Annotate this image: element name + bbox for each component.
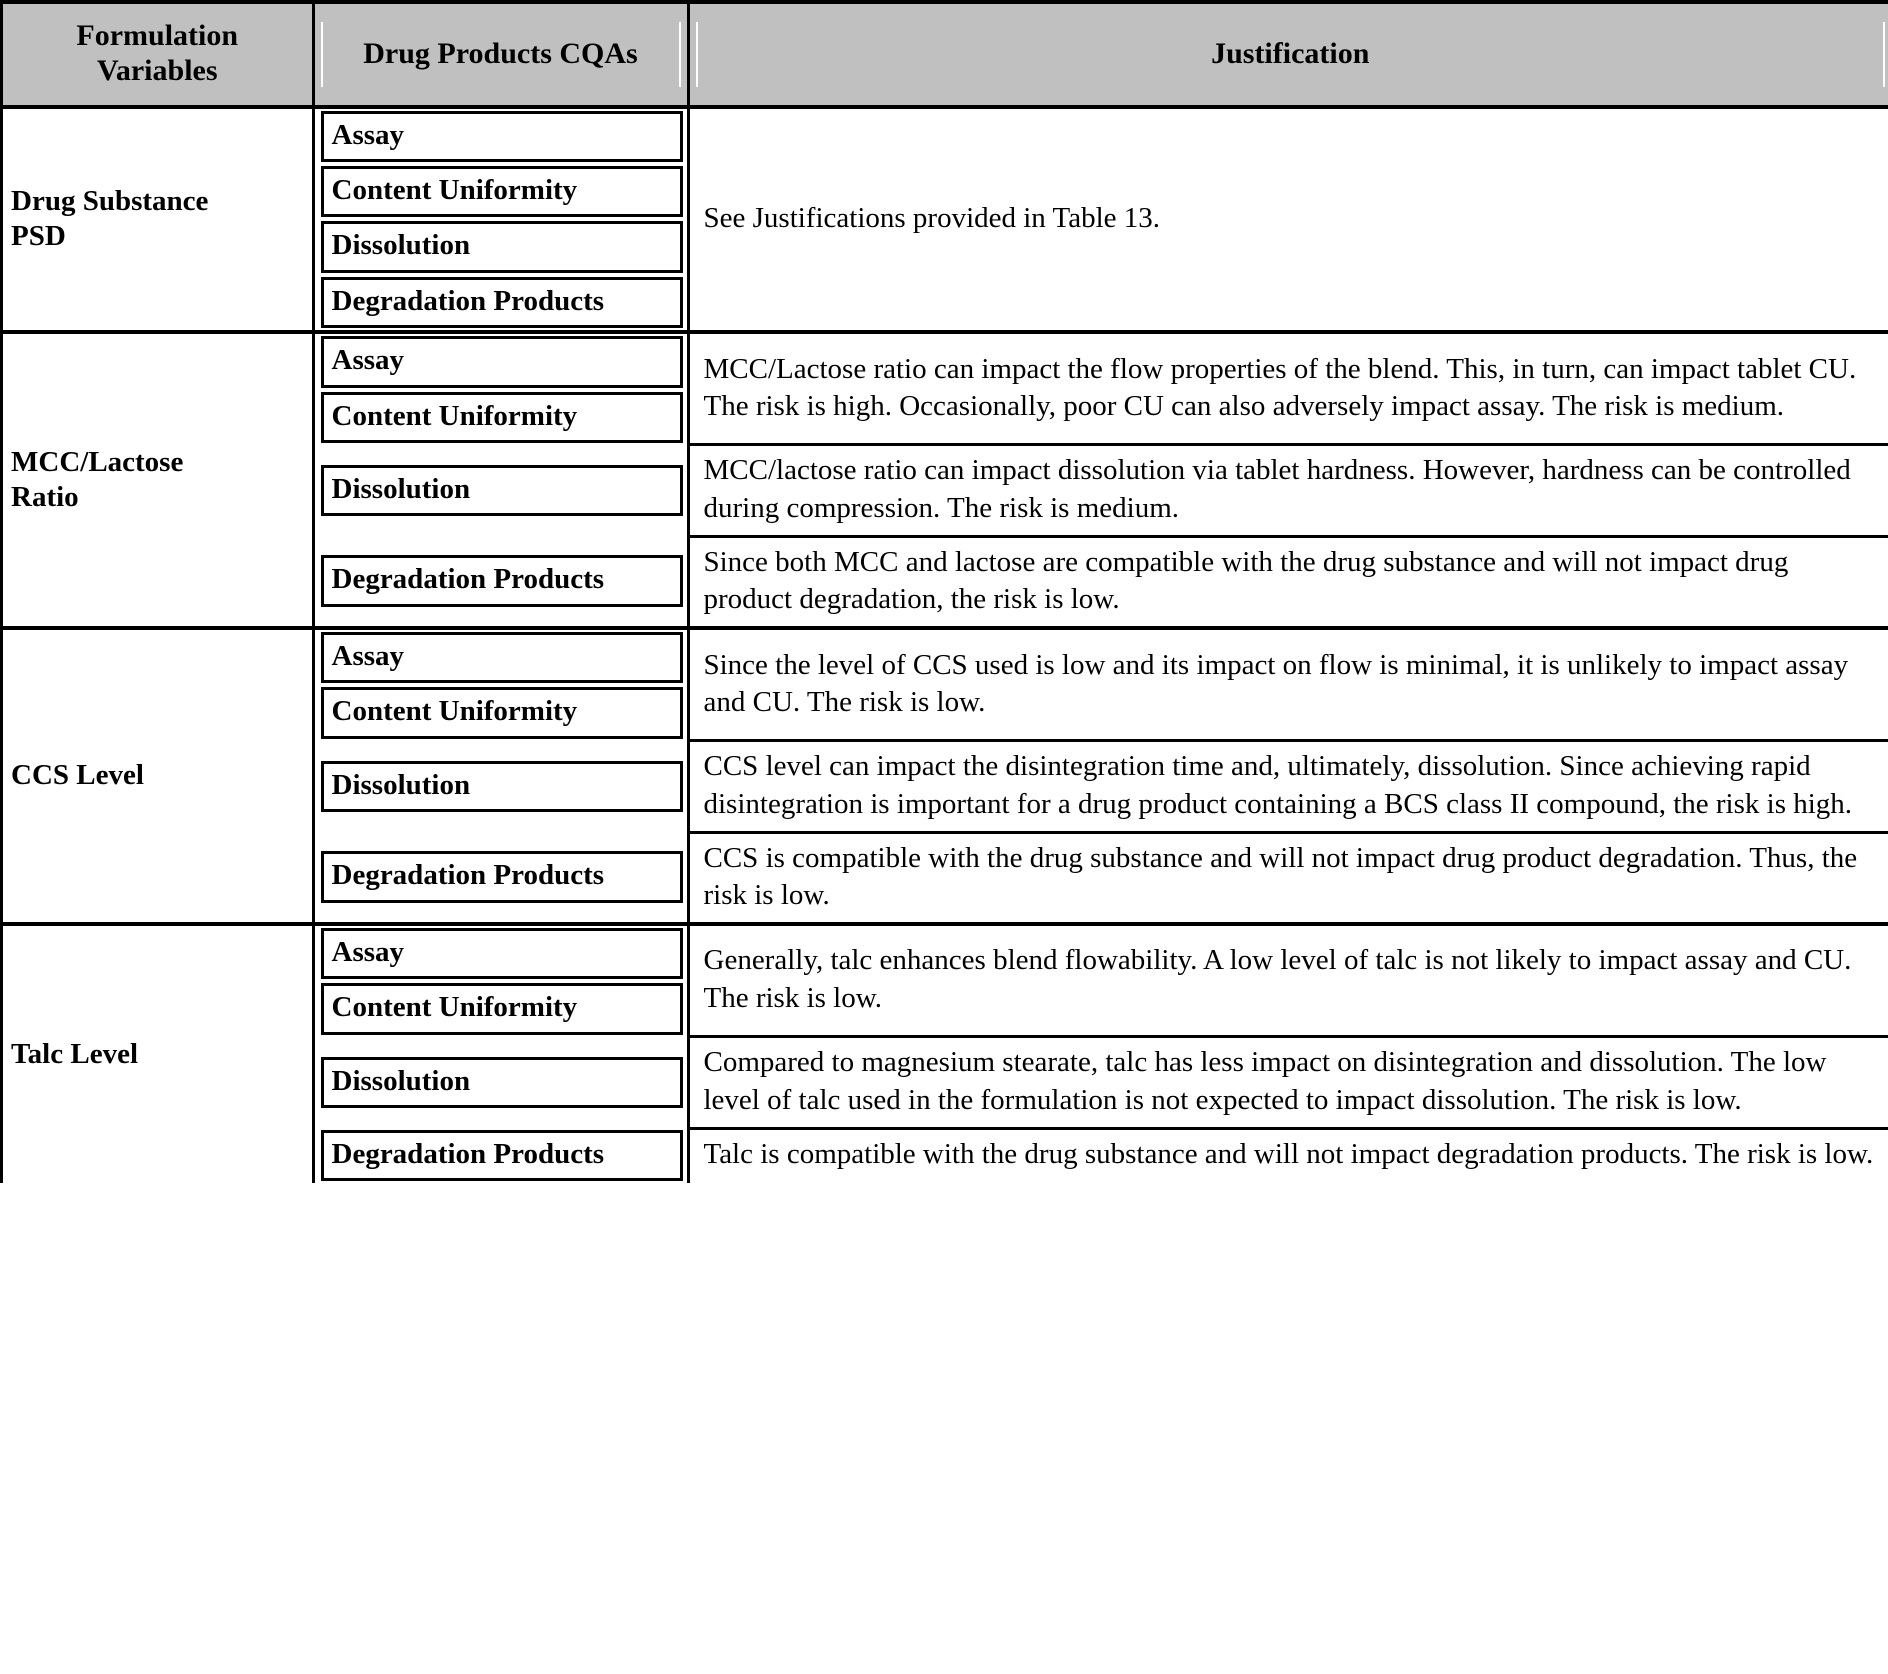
- justification-text: MCC/lactose ratio can impact dissolution via tablet hardness. However, hardness can be controlled during compression. The risk is medium.: [703, 454, 1851, 525]
- cqa-cell: [313, 741, 688, 832]
- header-text-line1: Formulation: [76, 19, 239, 52]
- cqa-cell: [313, 1037, 688, 1128]
- column-header-justification: [688, 4, 1888, 107]
- header-text-justification: Justification: [696, 22, 1886, 87]
- cqa-cell: [313, 981, 688, 1036]
- cqa-cell: [313, 445, 688, 536]
- formulation-variable-cell: [3, 332, 313, 628]
- cqa-label: Dissolution: [321, 1057, 683, 1108]
- justification-cell: [688, 332, 1888, 445]
- table-header-row: [3, 4, 1888, 107]
- table-row: [3, 628, 1888, 685]
- table-body: [3, 107, 1888, 1184]
- justification-cell: [688, 924, 1888, 1037]
- cqa-label: Assay: [321, 336, 683, 387]
- cqa-label: Assay: [321, 111, 683, 162]
- justification-cell: [688, 1128, 1888, 1183]
- cqa-label: Dissolution: [321, 465, 683, 516]
- formulation-risk-assessment-table: [3, 4, 1888, 1183]
- justification-cell: [688, 628, 1888, 741]
- cqa-label: Content Uniformity: [321, 983, 683, 1034]
- justification-cell: [688, 107, 1888, 332]
- formulation-variable-cell: [3, 924, 313, 1183]
- justification-cell: [688, 445, 1888, 536]
- header-text-line2: Variables: [96, 54, 218, 88]
- formulation-variable-label: Drug Substance: [11, 185, 209, 218]
- header-text-cqas: Drug Products CQAs: [321, 22, 681, 87]
- justification-text: Since both MCC and lactose are compatible with the drug substance and will not impact drug product degradation, the risk is low.: [703, 545, 1789, 616]
- formulation-variable-cell: [3, 107, 313, 332]
- formulation-variable-label: MCC/Lactose: [11, 445, 184, 478]
- formulation-variable-label: CCS Level: [11, 759, 144, 792]
- cqa-label: Dissolution: [321, 221, 683, 272]
- justification-text: See Justifications provided in Table 13.: [703, 202, 1161, 235]
- justification-cell: [688, 536, 1888, 628]
- cqa-label: Degradation Products: [321, 1130, 683, 1181]
- justification-text: Since the level of CCS used is low and its impact on flow is minimal, it is unlikely to impact assay and CU. The risk is low.: [703, 648, 1849, 719]
- justification-text: MCC/Lactose ratio can impact the flow properties of the blend. This, in turn, can impact tablet CU. The risk is high. Occasionally, poor CU can also adversely impact assay. The risk is medium.: [703, 352, 1857, 423]
- justification-text: CCS level can impact the disintegration time and, ultimately, dissolution. Since achieving rapid disintegration is important for a drug product containing a BCS class II compound, the risk is high.: [703, 750, 1853, 820]
- cqa-label: Content Uniformity: [321, 166, 683, 217]
- cqa-label: Degradation Products: [321, 555, 683, 606]
- justification-cell: [688, 832, 1888, 924]
- cqa-label: Assay: [321, 928, 683, 979]
- justification-text: Compared to magnesium stearate, talc has less impact on disintegration and dissolution. The low level of talc used in the formulation is not expected to impact dissolution. The risk is low.: [703, 1046, 1827, 1116]
- cqa-cell: [313, 628, 688, 685]
- cqa-cell: [313, 832, 688, 924]
- cqa-cell: [313, 1128, 688, 1183]
- cqa-cell: [313, 275, 688, 332]
- justification-cell: [688, 741, 1888, 832]
- table-row: [3, 332, 1888, 389]
- formulation-variable-cell: [3, 628, 313, 924]
- cqa-cell: [313, 390, 688, 445]
- justification-text: Talc is compatible with the drug substance and will not impact degradation products. The risk is low.: [703, 1137, 1874, 1170]
- cqa-label: Degradation Products: [321, 851, 683, 902]
- cqa-label: Content Uniformity: [321, 687, 683, 738]
- cqa-label: Dissolution: [321, 761, 683, 812]
- cqa-cell: [313, 219, 688, 274]
- column-header-formulation-variables: [3, 4, 313, 107]
- cqa-label: Assay: [321, 632, 683, 683]
- cqa-label: Content Uniformity: [321, 392, 683, 443]
- column-header-drug-products-cqas: [313, 4, 688, 107]
- table-row: [3, 107, 1888, 164]
- cqa-cell: [313, 536, 688, 628]
- formulation-variable-label-line2: PSD: [11, 220, 66, 253]
- cqa-cell: [313, 924, 688, 981]
- cqa-label: Degradation Products: [321, 277, 683, 328]
- table-row: [3, 924, 1888, 981]
- justification-text: CCS is compatible with the drug substance and will not impact drug product degradation. Thus, the risk is low.: [703, 841, 1858, 912]
- cqa-cell: [313, 685, 688, 740]
- justification-cell: [688, 1037, 1888, 1128]
- cqa-cell: [313, 332, 688, 389]
- formulation-variable-label-line2: Ratio: [11, 481, 79, 514]
- justification-text: Generally, talc enhances blend flowability. A low level of talc is not likely to impact assay and CU. The risk is low.: [703, 944, 1852, 1015]
- formulation-variable-label: Talc Level: [11, 1038, 139, 1071]
- cqa-cell: [313, 107, 688, 164]
- cqa-cell: [313, 164, 688, 219]
